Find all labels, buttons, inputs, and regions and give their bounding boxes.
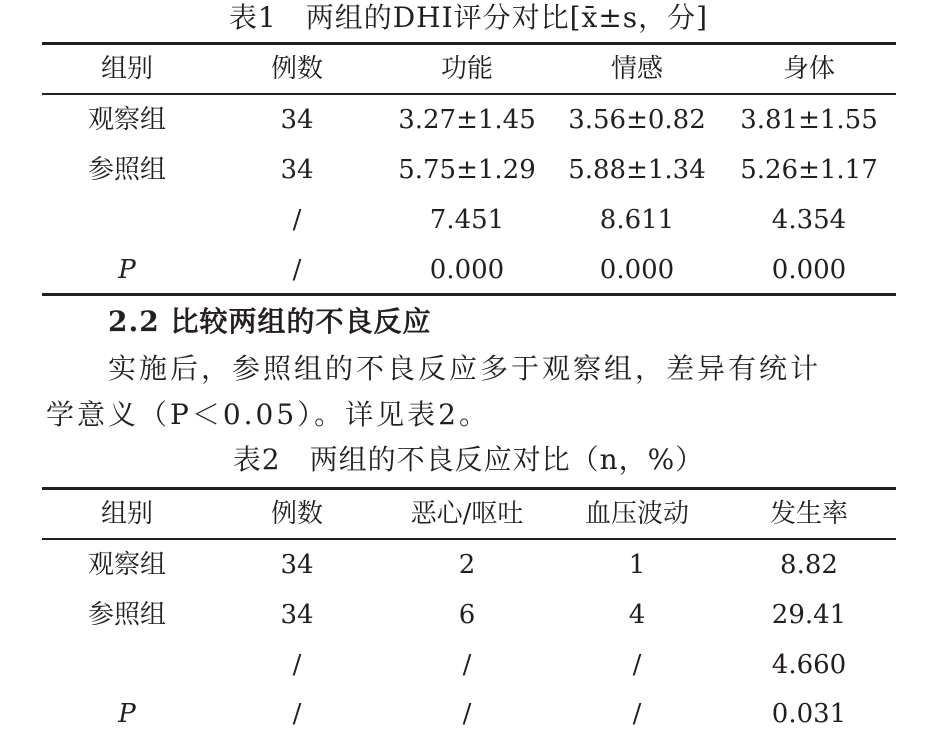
table-cell: 0.000 [599, 255, 675, 285]
table-cell: / [632, 650, 642, 680]
table-cell: / [292, 205, 302, 235]
table-cell: 4 [628, 600, 646, 630]
table-cell: / [292, 650, 302, 680]
table2-header-nausea: 恶心/呕吐 [410, 499, 524, 529]
table-cell: P [118, 255, 136, 285]
table-cell: 5.75±1.29 [398, 155, 536, 185]
table-row [42, 540, 896, 590]
table-cell: 3.27±1.45 [398, 105, 536, 135]
table-cell: 4.660 [771, 650, 847, 680]
table-cell: 0.000 [771, 255, 847, 285]
table-cell: 34 [280, 155, 314, 185]
paragraph-line-1: 实施后，参照组的不良反应多于观察组，差异有统计 [108, 352, 822, 385]
table-cell: 参照组 [87, 155, 166, 185]
table1-header-count: 例数 [270, 54, 323, 84]
table2-caption: 表2 两组的不良反应对比（n，%） [232, 443, 705, 476]
table-cell [42, 195, 212, 245]
table-cell: 8.611 [599, 205, 675, 235]
table-row [42, 640, 896, 690]
table-cell: 34 [280, 105, 314, 135]
table-cell: 观察组 [87, 550, 166, 580]
table-cell: 0.031 [771, 699, 847, 729]
table-cell: / [462, 699, 472, 729]
table-cell: 参照组 [87, 600, 166, 630]
table-row [42, 245, 896, 295]
table-cell: 34 [280, 550, 314, 580]
table-cell: 7.451 [429, 205, 505, 235]
table-cell: 29.41 [771, 600, 847, 630]
table-cell: 3.81±1.55 [740, 105, 878, 135]
table1-header-row [42, 44, 896, 94]
table1-header-emotion: 情感 [610, 54, 663, 84]
table2-header-incidence: 发生率 [769, 499, 848, 529]
table2-header-bp-fluctuation: 血压波动 [584, 499, 689, 529]
table-cell: 1 [628, 550, 646, 580]
table-cell: 6 [458, 600, 476, 630]
table-row [42, 195, 896, 245]
paragraph-line-2: 学意义（P＜0.05）。详见表2。 [46, 398, 490, 431]
table-cell: / [462, 650, 472, 680]
table-cell: / [292, 699, 302, 729]
table-cell: 0.000 [429, 255, 505, 285]
table-row [42, 95, 896, 145]
table-cell: 8.82 [780, 550, 838, 580]
table-row [42, 590, 896, 640]
section-heading: 2.2 比较两组的不良反应 [108, 305, 432, 338]
table1-caption: 表1 两组的DHI评分对比[x̄±s，分] [228, 1, 709, 34]
table2-header-group: 组别 [100, 499, 153, 529]
table1-header-physical: 身体 [782, 54, 835, 84]
table2-header-row [42, 489, 896, 539]
table-cell: 3.56±0.82 [568, 105, 706, 135]
table-cell [42, 640, 212, 690]
table2-header-count: 例数 [270, 499, 323, 529]
table-cell: 5.26±1.17 [740, 155, 878, 185]
table-cell: 2 [458, 550, 476, 580]
table-cell: / [632, 699, 642, 729]
table1-bottom-rule [42, 293, 896, 296]
table-cell: P [118, 699, 136, 729]
table-row [42, 689, 896, 739]
table-cell: 5.88±1.34 [568, 155, 706, 185]
table1-header-group: 组别 [100, 54, 153, 84]
table-cell: 4.354 [771, 205, 847, 235]
table-cell: 观察组 [87, 105, 166, 135]
table-cell: / [292, 255, 302, 285]
table-cell: 34 [280, 600, 314, 630]
table-row [42, 145, 896, 195]
table1-header-function: 功能 [440, 54, 493, 84]
